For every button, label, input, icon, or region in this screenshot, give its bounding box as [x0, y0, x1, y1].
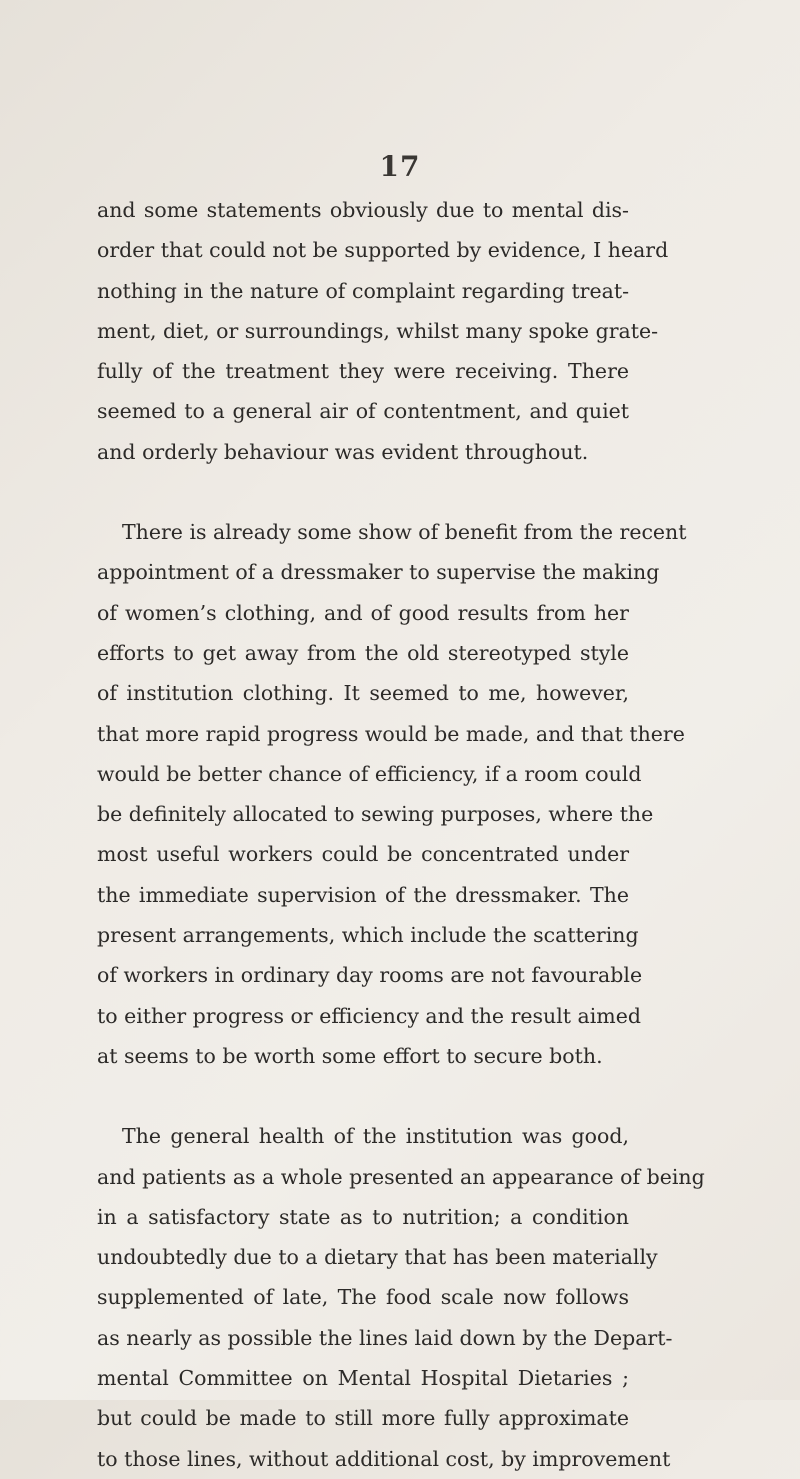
- text-line: fully of the treatment they were receiving. There: [97, 359, 629, 384]
- paragraph-3: [97, 1116, 705, 1479]
- page-number: 17: [379, 150, 421, 183]
- text-line: of institution clothing. It seemed to me, however,: [97, 681, 629, 706]
- text-line: at seems to be worth some effort to secure both.: [97, 1043, 603, 1068]
- text-line: order that could not be supported by evidence, I heard: [97, 238, 669, 263]
- text-line: ment, diet, or surroundings, whilst many spoke grate-: [97, 318, 659, 343]
- text-line: undoubtedly due to a dietary that has been materially: [97, 1245, 658, 1270]
- text-line: seemed to a general air of contentment, and quiet: [97, 399, 629, 424]
- text-line: most useful workers could be concentrated under: [97, 842, 629, 867]
- paragraph-2: [97, 512, 687, 1076]
- text-line: efforts to get away from the old stereotyped style: [97, 640, 629, 665]
- text-line: and orderly behaviour was evident throughout.: [97, 439, 589, 464]
- text-line: and some statements obviously due to mental dis-: [97, 198, 629, 222]
- text-line: in a satisfactory state as to nutrition; a condition: [97, 1204, 629, 1229]
- text-line: of workers in ordinary day rooms are not favourable: [97, 963, 643, 988]
- text-line: There is already some show of benefit from the recent: [122, 520, 687, 545]
- text-line: appointment of a dressmaker to supervise the making: [97, 560, 660, 585]
- text-line: of women’s clothing, and of good results from her: [97, 600, 629, 625]
- body-text: [97, 190, 705, 1479]
- text-line: to those lines, without additional cost, by improvement: [97, 1446, 671, 1471]
- text-line: the immediate supervision of the dressmaker. The: [97, 882, 629, 907]
- text-line: that more rapid progress would be made, and that there: [97, 721, 685, 746]
- text-line: supplemented of late, The food scale now follows: [97, 1285, 629, 1310]
- text-line: nothing in the nature of complaint regarding treat-: [97, 278, 629, 303]
- paragraph-1: [97, 190, 669, 472]
- text-line: be definitely allocated to sewing purposes, where the: [97, 802, 654, 827]
- text-line: but could be made to still more fully approximate: [97, 1406, 629, 1431]
- text-line: The general health of the institution was good,: [122, 1124, 629, 1149]
- text-line: would be better chance of efficiency, if a room could: [97, 761, 642, 786]
- text-line: and patients as a whole presented an appearance of being: [97, 1164, 705, 1189]
- text-line: to either progress or efficiency and the result aimed: [97, 1003, 642, 1028]
- text-line: as nearly as possible the lines laid down by the Depart-: [97, 1325, 673, 1350]
- text-line: mental Committee on Mental Hospital Dietaries ;: [97, 1366, 629, 1391]
- text-line: present arrangements, which include the scattering: [97, 923, 639, 948]
